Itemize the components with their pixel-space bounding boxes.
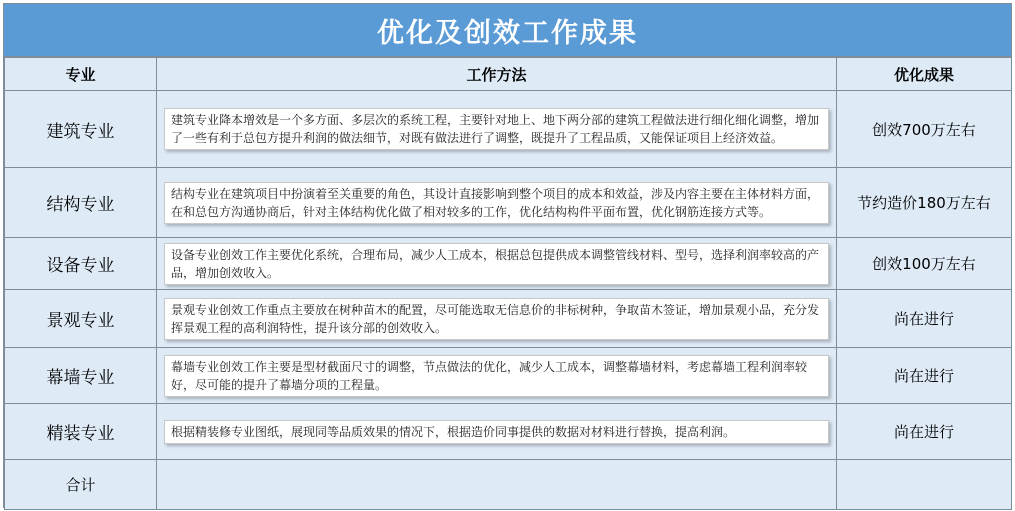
table-row	[5, 168, 1012, 238]
results-table	[4, 57, 1012, 510]
spec-cell: 结构专业	[5, 168, 157, 238]
method-text: 景观专业创效工作重点主要放在树种苗木的配置，尽可能选取无信息价的非标树种，争取苗木签证，增加景观小品，充分发挥景观工程的高利润特性，提升该分部的创效收入。	[164, 298, 829, 340]
method-cell	[157, 348, 837, 404]
total-method-cell	[157, 460, 837, 510]
spec-cell: 精装专业	[5, 404, 157, 460]
method-text: 结构专业在建筑项目中扮演着至关重要的角色，其设计直接影响到整个项目的成本和效益，涉及内容主要在主体材料方面，在和总包方沟通协商后，针对主体结构优化做了相对较多的工作，优化结构构件平面布置，优化钢筋连接方式等。	[164, 182, 829, 224]
header-row	[5, 58, 1012, 91]
method-cell	[157, 290, 837, 348]
result-cell: 创效100万左右	[837, 238, 1012, 290]
table-row	[5, 290, 1012, 348]
result-cell: 尚在进行	[837, 404, 1012, 460]
result-cell: 创效700万左右	[837, 91, 1012, 168]
header-method: 工作方法	[157, 58, 837, 91]
method-cell	[157, 91, 837, 168]
method-text: 设备专业创效工作主要优化系统，合理布局，减少人工成本，根据总包提供成本调整管线材料、型号，选择利润率较高的产品，增加创效收入。	[164, 243, 829, 285]
method-cell	[157, 404, 837, 460]
total-result-cell	[837, 460, 1012, 510]
spec-cell: 景观专业	[5, 290, 157, 348]
result-cell: 尚在进行	[837, 348, 1012, 404]
total-row	[5, 460, 1012, 510]
method-cell	[157, 238, 837, 290]
method-cell	[157, 168, 837, 238]
method-text: 幕墙专业创效工作主要是型材截面尺寸的调整，节点做法的优化，减少人工成本，调整幕墙材料，考虑幕墙工程利润率较好，尽可能的提升了幕墙分项的工程量。	[164, 355, 829, 397]
method-text: 建筑专业降本增效是一个多方面、多层次的系统工程，主要针对地上、地下两分部的建筑工程做法进行细化细化调整，增加了一些有利于总包方提升利润的做法细节，对既有做法进行了调整，既提升了工程品质，又能保证项目上经济效益。	[164, 108, 829, 150]
results-sheet	[3, 3, 1012, 508]
header-spec: 专业	[5, 58, 157, 91]
spec-cell: 设备专业	[5, 238, 157, 290]
result-cell: 尚在进行	[837, 290, 1012, 348]
table-row	[5, 238, 1012, 290]
method-text: 根据精装修专业图纸，展现同等品质效果的情况下，根据造价同事提供的数据对材料进行替换，提高利润。	[164, 420, 829, 444]
header-result: 优化成果	[837, 58, 1012, 91]
spec-cell: 建筑专业	[5, 91, 157, 168]
table-row	[5, 91, 1012, 168]
spec-cell: 幕墙专业	[5, 348, 157, 404]
table-row	[5, 348, 1012, 404]
sheet-title: 优化及创效工作成果	[4, 4, 1011, 57]
total-label: 合计	[5, 460, 157, 510]
table-row	[5, 404, 1012, 460]
result-cell: 节约造价180万左右	[837, 168, 1012, 238]
